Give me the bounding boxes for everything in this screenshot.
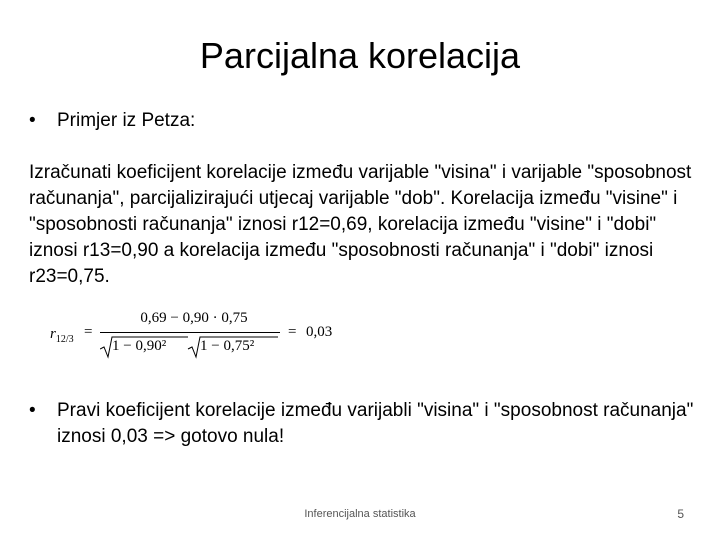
formula-equals-sign: = bbox=[84, 324, 93, 340]
formula-lhs-symbol: r bbox=[50, 326, 56, 342]
footer-text: Inferencijalna statistika bbox=[304, 508, 416, 520]
formula-numerator: 0,69 − 0,90 · 0,75 bbox=[140, 310, 248, 326]
partial-correlation-formula bbox=[50, 310, 333, 360]
formula-result: 0,03 bbox=[306, 324, 333, 340]
bullet-text: Primjer iz Petza: bbox=[57, 110, 196, 131]
bullet-item-conclusion bbox=[29, 398, 699, 450]
fraction-bar bbox=[100, 332, 280, 333]
problem-paragraph: Izračunati koeficijent korelacije između varijable "visina" i varijable "sposobnost računanja", parcijalizirajući utjecaj varijable "dob". Korelacija između "visine" i "sposobnosti računanja" iznosi r12=0,69, korelacija između "visine" i "dobi" iznosi r13=0,90 a korelacija između "sposobnosti računanja" i "dobi" iznosi r23=0,75. bbox=[29, 162, 692, 287]
bullet-icon: • bbox=[29, 110, 36, 131]
formula-lhs-subscript: 12/3 bbox=[55, 334, 74, 345]
bullet-item-example-source bbox=[29, 108, 689, 134]
formula-equals-sign-2: = bbox=[288, 324, 297, 340]
bullet-text: Pravi koeficijent korelacije između varijabli "visina" i "sposobnost računanja" iznosi 0,03 => gotovo nula! bbox=[57, 400, 694, 447]
formula-lhs bbox=[50, 326, 74, 345]
page-number: 5 bbox=[677, 507, 684, 521]
bullet-icon: • bbox=[29, 400, 36, 421]
radicand-1: 1 − 0,90² bbox=[112, 338, 167, 354]
radicand-2: 1 − 0,75² bbox=[200, 338, 255, 354]
slide-title: Parcijalna korelacija bbox=[199, 35, 521, 76]
